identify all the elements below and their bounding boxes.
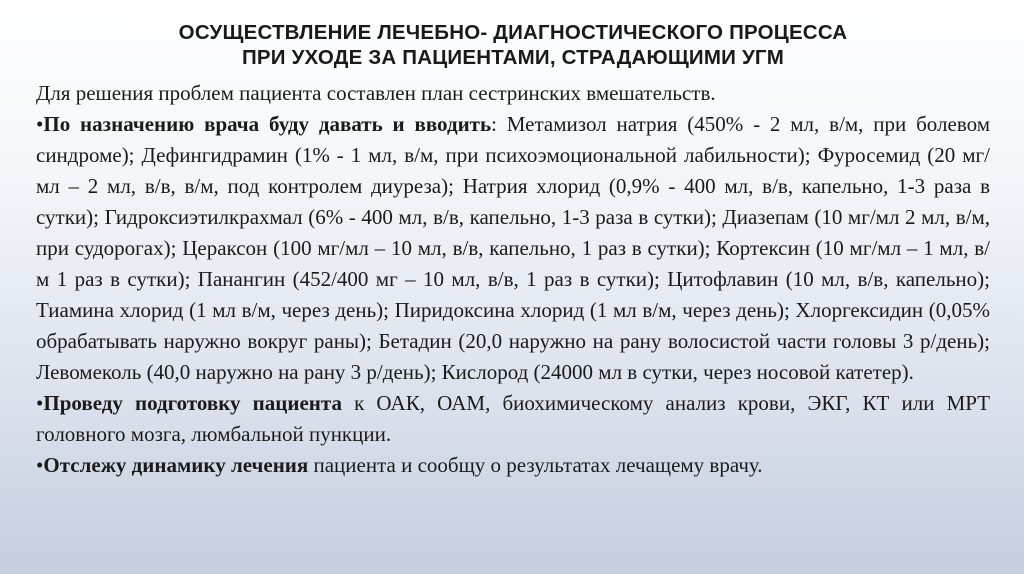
bullet-text: : Метамизол натрия (450% - 2 мл, в/м, при болевом синдроме); Дефингидрамин (1% - 1 мл, в/м, при психоэмоциональной лабильности); Фуросемид (20 мг/мл – 2 мл, в/в, в/м, под контролем диуреза); Натрия хлорид (0,9% - 400 мл, в/в, капельно, 1-3 раза в сутки); Гидроксиэтилкрахмал (6% - 400 мл, в/в, капельно, 1-3 раза в сутки); Диазепам (10 мг/мл 2 мл, в/м, при судорогах); Цераксон (100 мг/мл – 10 мл, в/в, капельно, 1 раз в сутки); Кортексин (10 мг/мл – 1 мл, в/м 1 раз в сутки); Панангин (452/400 мг – 10 мл, в/в, 1 раз в сутки); Цитофлавин (10 мл, в/в, капельно); Тиамина хлорид (1 мл в/м, через день); Пиридоксина хлорид (1 мл в/м, через день); Хлоргексидин (0,05% обрабатывать наружно вокруг раны); Бетадин (20,0 наружно на рану волосистой части головы 3 р/день); Левомеколь (40,0 наружно на рану 3 р/день); Кислород (24000 мл в сутки, через носовой катетер). <box>36 112 990 384</box>
bullet-text: пациента и сообщу о результатах лечащему врачу. <box>308 453 763 477</box>
intro-text: Для решения проблем пациента составлен план сестринских вмешательств. <box>36 81 716 105</box>
bullet-text: к ОАК, ОАМ, биохимическому анализ крови, ЭКГ, КТ или МРТ головного мозга, люмбальной пункции. <box>36 391 991 446</box>
bullet-preparation <box>36 388 990 450</box>
bullet-heading: Отслежу динамику лечения <box>43 453 309 477</box>
slide <box>36 20 990 481</box>
bullet-monitoring <box>36 450 990 481</box>
bullet-marker: • <box>36 391 44 415</box>
bullet-marker: • <box>36 112 44 136</box>
slide-body <box>36 78 990 481</box>
bullet-heading: Проведу подготовку пациента <box>43 391 342 415</box>
bullet-medications <box>36 109 990 388</box>
title-line-2: ПРИ УХОДЕ ЗА ПАЦИЕНТАМИ, СТРАДАЮЩИМИ УГМ <box>241 46 785 69</box>
slide-title <box>36 20 990 70</box>
bullet-marker: • <box>36 453 44 477</box>
bullet-heading: По назначению врача буду давать и вводить <box>43 112 492 136</box>
title-line-1: ОСУЩЕСТВЛЕНИЕ ЛЕЧЕБНО- ДИАГНОСТИЧЕСКОГО ПРОЦЕССА <box>178 21 848 44</box>
